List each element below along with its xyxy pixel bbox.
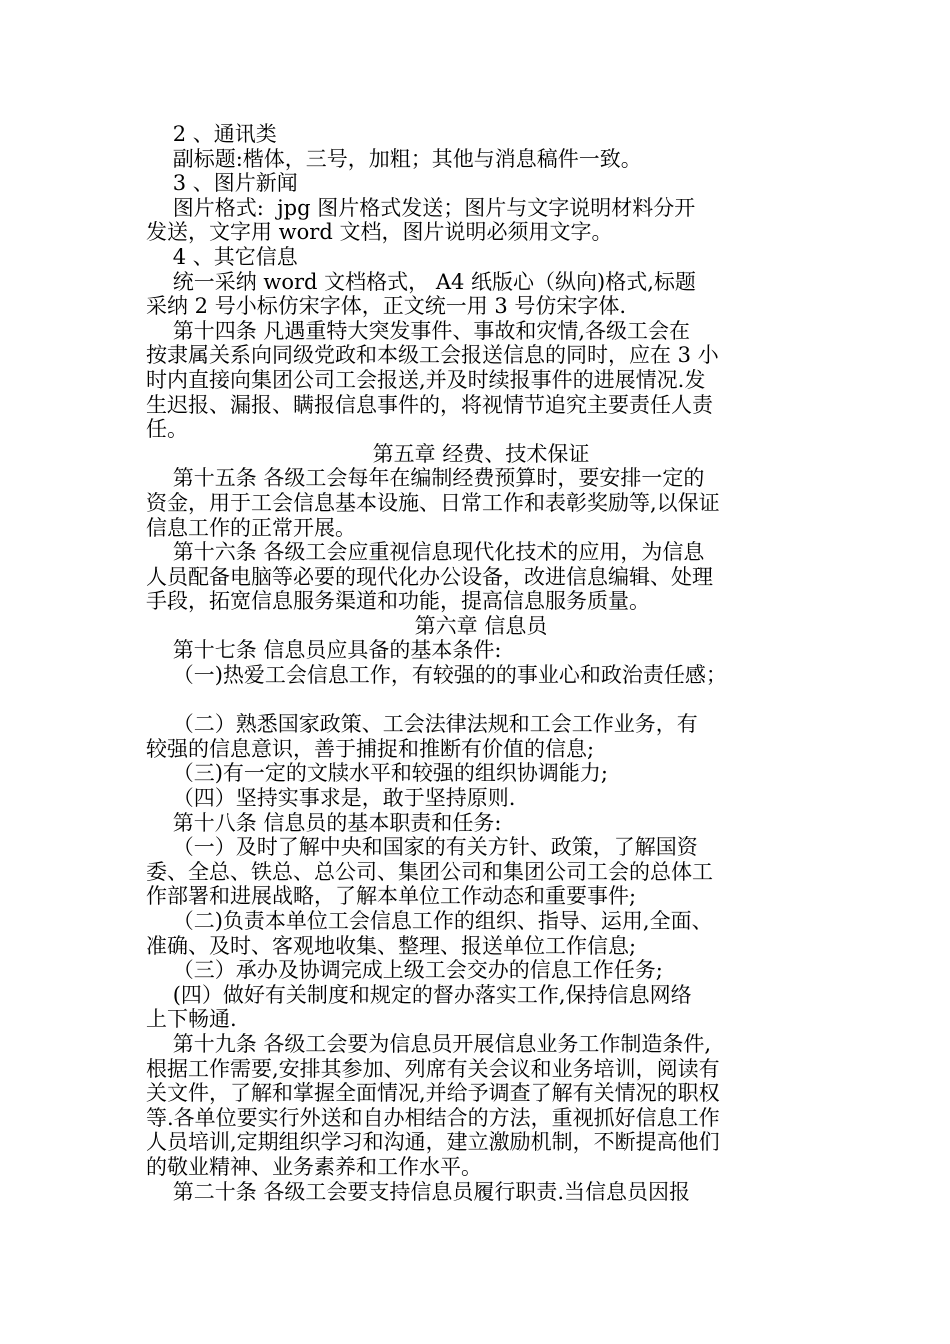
text-line: 2 、通讯类 [146,122,277,146]
text-line: 生迟报、漏报、瞒报信息事件的，将视情节追究主要责任人责 [146,392,713,417]
text-line: 4 、其它信息 [146,244,298,269]
text-line: 第十七条 信息员应具备的基本条件: [146,638,502,663]
text-line: （一)热爱工会信息工作，有较强的的事业心和政治责任感； [146,663,727,688]
text-line: 发送，文字用 word 文档，图片说明必须用文字。 [146,220,613,245]
text-line: 资金，用于工会信息基本设施、日常工作和表彰奖励等,以保证 [146,490,720,515]
text-line: 第二十条 各级工会要支持信息员履行职责.当信息员因报 [146,1179,691,1204]
text-line: (四）做好有关制度和规定的督办落实工作,保持信息网络 [146,982,692,1007]
text-line: 手段，拓宽信息服务渠道和功能，提高信息服务质量。 [146,589,650,614]
text-line: 第十六条 各级工会应重视信息现代化技术的应用，为信息 [146,540,705,565]
blank-line [146,688,816,713]
text-line: 第十九条 各级工会要为信息员开展信息业务工作制造条件, [146,1031,712,1056]
text-line: （二）熟悉国家政策、工会法律法规和工会工作业务，有 [146,712,698,737]
text-line: 等.各单位要实行外送和自办相结合的方法，重视抓好信息工作 [146,1105,720,1130]
text-line: 第十四条 凡遇重特大突发事件、事故和灾情,各级工会在 [146,318,691,343]
text-line: 根据工作需要,安排其参加、列席有关会议和业务培训，阅读有 [146,1056,720,1081]
text-line: 人员培训,定期组织学习和沟通，建立激励机制，不断提高他们 [146,1130,720,1155]
text-line: 副标题:楷体，三号，加粗；其他与消息稿件一致。 [146,146,642,171]
text-line: 人员配备电脑等必要的现代化办公设备，改进信息编辑、处理 [146,564,713,589]
text-line: （一）及时了解中央和国家的有关方针、政策，了解国资 [146,835,698,860]
text-line: 按隶属关系向同级党政和本级工会报送信息的同时，应在 3 小 [146,343,719,368]
text-line: 上下畅通. [146,1007,237,1032]
text-line: 委、全总、铁总、总公司、集团公司和集团公司工会的总体工 [146,859,713,884]
text-line: （四）坚持实事求是，敢于坚持原则. [146,786,516,811]
text-line: 第十五条 各级工会每年在编制经费预算时，要安排一定的 [146,466,705,491]
text-line: （三)有一定的文牍水平和较强的组织协调能力; [146,761,608,786]
text-line: 关文件，了解和掌握全面情况,并给予调查了解有关情况的职权 [146,1081,720,1106]
text-line: 时内直接向集团公司工会报送,并及时续报事件的进展情况.发 [146,367,706,392]
text-line: （三）承办及协调完成上级工会交办的信息工作任务; [146,958,663,983]
document-body [146,122,816,1204]
text-line: 第十八条 信息员的基本职责和任务: [146,810,502,835]
text-line: 准确、及时、客观地收集、整理、报送单位工作信息; [146,933,637,958]
chapter-heading: 第六章 信息员 [414,613,548,638]
chapter-heading: 第五章 经费、技术保证 [372,441,590,466]
text-line: 统一采纳 word 文档格式， A4 纸版心（纵向)格式,标题 [146,269,696,294]
text-line: 的敬业精神、业务素养和工作水平。 [146,1154,482,1179]
text-line: 较强的信息意识，善于捕捉和推断有价值的信息; [146,736,595,761]
text-line: 任。 [146,417,188,442]
text-line: 3 、图片新闻 [146,171,298,196]
text-line: （二)负责本单位工会信息工作的组织、指导、运用,全面、 [146,909,713,933]
text-line: 采纳 2 号小标仿宋字体，正文统一用 3 号仿宋字体. [146,294,627,319]
text-line: 作部署和进展战略，了解本单位工作动态和重要事件; [146,884,637,909]
text-line: 图片格式: jpg 图片格式发送；图片与文字说明材料分开 [146,195,696,220]
text-line: 信息工作的正常开展。 [146,515,356,540]
